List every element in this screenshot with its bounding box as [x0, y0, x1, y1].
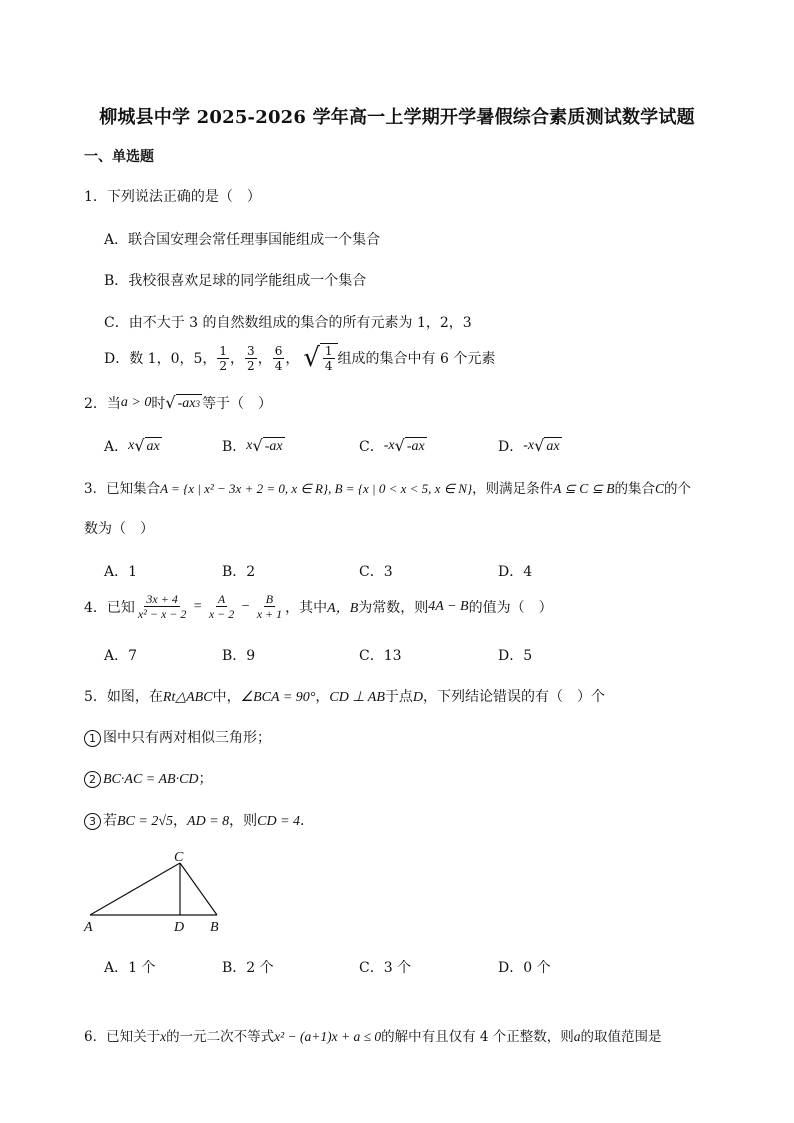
fraction: $\frac{3x + 4}{\text{x² − x − 2}}$: [137, 592, 187, 621]
question-number: 2．: [84, 396, 107, 412]
question-text: 当: [106, 396, 121, 412]
fraction: $\frac{1}{2}$: [219, 343, 228, 373]
statement-text: BC·AC = AB·CD: [103, 772, 199, 787]
question-text: ，其中: [285, 599, 328, 616]
q5-option-d: D．0 个: [498, 960, 551, 976]
statement-math: AD = 8: [187, 814, 230, 829]
statement-1: [84, 727, 271, 747]
q1-option-c: C．由不大于 3 的自然数组成的集合的所有元素为 1，2，3: [104, 315, 472, 331]
question-text: 等于（ ）: [201, 396, 272, 412]
q2-option-c: C． -x √ -ax: [359, 436, 425, 455]
question-3-line2: 数为（ ）: [84, 521, 154, 537]
q4-option-d: D．5: [498, 648, 533, 664]
statement-text: 图中只有两对相似三角形；: [103, 730, 271, 746]
q3-option-d: D．4: [498, 564, 533, 580]
question-text: 已知集合: [106, 481, 161, 497]
question-1: [84, 186, 261, 206]
fraction: $\frac{A}{x - 2}$: [208, 592, 235, 621]
triangle-figure: [80, 845, 240, 937]
set-definition: A = {x | x² − 3x + 2 = 0, x ∈ R}, B = {x | 0 < x < 5, x ∈ N}: [160, 481, 473, 496]
question-text: ，则满足条件: [472, 481, 554, 497]
question-text: 已知: [106, 599, 135, 616]
fraction: $\frac{B}{x + 1}$: [256, 592, 283, 621]
question-text: 时: [151, 396, 166, 412]
label-b: B: [210, 920, 219, 935]
question-text: 中，: [212, 689, 241, 705]
variable: x: [160, 1029, 167, 1044]
question-text: 下列说法正确的是（ ）: [106, 189, 261, 205]
question-number: 6．: [84, 1029, 107, 1045]
q1-option-a: A．联合国安理会常任理事国能组成一个集合: [104, 232, 381, 248]
statement-math: BC = 2√5: [117, 814, 174, 829]
q1-option-b: B．我校很喜欢足球的同学能组成一个集合: [104, 273, 367, 289]
fraction: $\frac{6}{4}$: [274, 343, 283, 373]
statement-3: [84, 810, 314, 830]
q3-option-c: C．3: [359, 564, 393, 580]
question-6: [84, 1025, 662, 1045]
fraction: $\frac{3}{2}$: [247, 343, 255, 373]
question-text: 的一元二次不等式: [166, 1029, 275, 1045]
condition: A ⊆ C ⊆ B: [553, 481, 615, 496]
side-ac: [90, 863, 180, 915]
point: D: [412, 690, 423, 705]
q1-option-d: D．数 1，0，5， $\frac{1}{2}$ ， $\frac{3}{2}$ ， $\frac{6}{4}$ ， √ $\frac{1}{4}$ 组成的集合中有 6 个元素: [104, 343, 496, 373]
perpendicular: CD ⊥ AB: [329, 690, 385, 705]
question-text: 的取值范围是: [580, 1029, 662, 1045]
label-d: D: [174, 920, 185, 935]
question-number: 1．: [84, 189, 107, 205]
circled-number: 1: [84, 730, 101, 747]
triangle: Rt△ABC: [162, 690, 213, 705]
q4-option-a: A．7: [104, 648, 138, 664]
statement-text: ，则: [229, 813, 258, 829]
question-number: 5．: [84, 689, 107, 705]
statement-text: ，: [173, 813, 188, 829]
question-number: 4．: [84, 599, 107, 616]
question-5: [84, 686, 605, 706]
question-4: 4． 已知 $\frac{3x + 4}{\text{x² − x − 2}}$ = $\frac{A}{x - 2}$ − $\frac{B}{x + 1}$ ，其中 A，B 为常数，则 4A − B 的值为（ ）: [84, 592, 553, 621]
angle: ∠BCA = 90°: [240, 690, 316, 705]
statement-math: CD = 4: [257, 814, 301, 829]
q2-option-a: A． x √ ax: [104, 436, 160, 455]
question-text: 的解中有且仅有 4 个正整数，则: [381, 1029, 574, 1045]
question-text: 的集合: [614, 481, 656, 497]
statement-text: 若: [103, 813, 117, 829]
option-d-suffix: 组成的集合中有 6 个元素: [337, 351, 496, 367]
q5-option-a: A．1 个: [104, 960, 156, 976]
page-title: 柳城县中学 2025-2026 学年高一上学期开学暑假综合素质测试数学试题: [99, 107, 695, 128]
inequality: x² − (a+1)x + a ≤ 0: [274, 1029, 382, 1044]
question-text: 于点: [384, 689, 413, 705]
question-text: 如图，在: [106, 689, 163, 705]
expression: 4A − B: [428, 598, 469, 614]
question-number: 3．: [84, 481, 107, 497]
q2-option-d: D． -x √ ax: [498, 436, 560, 455]
question-text: 的个: [664, 481, 692, 497]
option-d-prefix: D．数 1，0，5，: [104, 351, 217, 367]
circled-number: 2: [84, 771, 101, 788]
variables: A，B: [327, 600, 359, 616]
set-c: C: [655, 481, 665, 496]
side-cb: [180, 863, 217, 915]
statement-text: ．: [300, 813, 315, 829]
circled-number: 3: [84, 813, 101, 830]
question-text: ，下列结论错误的有（ ）个: [423, 689, 605, 705]
q3-option-a: A．1: [104, 564, 138, 580]
q5-option-c: C．3 个: [359, 960, 412, 976]
question-text: 的值为（ ）: [468, 599, 553, 616]
label-c: C: [174, 850, 184, 865]
q4-option-c: C．13: [359, 648, 402, 664]
question-text: 为常数，则: [358, 599, 429, 616]
q2-option-b: B． x √ -ax: [222, 436, 283, 455]
question-2: [84, 393, 272, 413]
q5-option-b: B．2 个: [222, 960, 274, 976]
statement-2: [84, 768, 213, 788]
section-heading: 一、单选题: [84, 149, 154, 165]
q3-option-b: B．2: [222, 564, 256, 580]
question-text: ，: [315, 689, 330, 705]
question-3: [84, 477, 691, 497]
condition: a > 0: [120, 395, 152, 410]
sqrt-fraction: √ $\frac{1}{4}$: [303, 343, 337, 373]
variable: a: [573, 1029, 581, 1044]
label-a: A: [84, 920, 93, 935]
sqrt-expression: √ -ax 3: [165, 393, 200, 412]
q4-option-b: B．9: [222, 648, 256, 664]
statement-text: ；: [198, 771, 213, 787]
question-text: 已知关于: [106, 1029, 161, 1045]
